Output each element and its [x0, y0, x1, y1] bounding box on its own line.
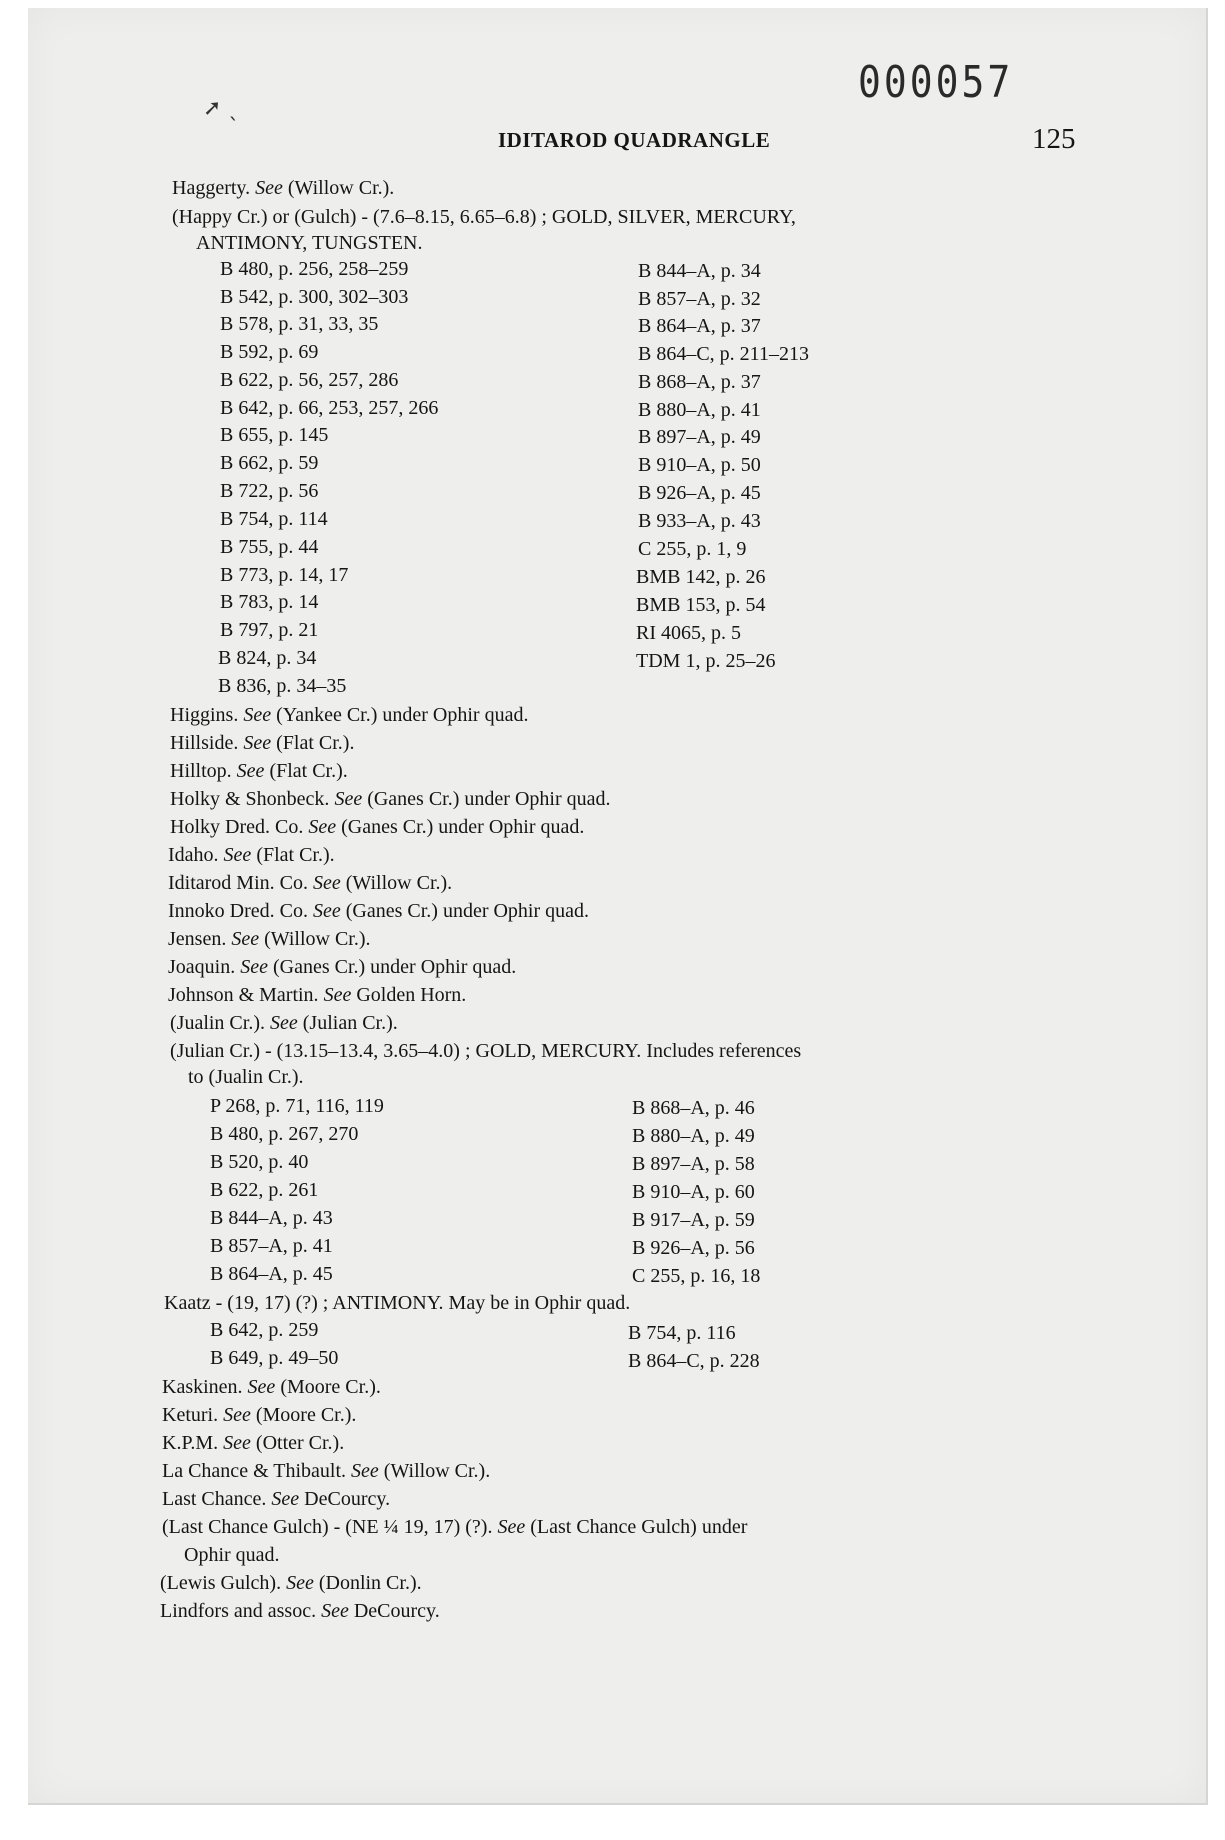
entry-line: Hillside. See (Flat Cr.).	[170, 732, 355, 754]
reference-right: B 917–A, p. 59	[632, 1209, 755, 1231]
reference-right: BMB 142, p. 26	[636, 566, 766, 588]
reference-left: B 662, p. 59	[220, 452, 319, 474]
reference-right: B 910–A, p. 60	[632, 1181, 755, 1203]
entry-line: Kaskinen. See (Moore Cr.).	[162, 1376, 381, 1398]
reference-right: TDM 1, p. 25–26	[636, 650, 776, 672]
reference-left: P 268, p. 71, 116, 119	[210, 1095, 384, 1117]
reference-left: B 797, p. 21	[220, 619, 319, 641]
entry-line: Iditarod Min. Co. See (Willow Cr.).	[168, 872, 453, 894]
entry-line: K.P.M. See (Otter Cr.).	[162, 1432, 345, 1454]
reference-right: B 897–A, p. 58	[632, 1153, 755, 1175]
reference-left: B 655, p. 145	[220, 424, 329, 446]
reference-right: B 880–A, p. 49	[632, 1125, 755, 1147]
reference-left: B 542, p. 300, 302–303	[220, 286, 409, 308]
entry-line: Kaatz - (19, 17) (?) ; ANTIMONY. May be in Ophir quad.	[164, 1292, 631, 1314]
reference-left: B 592, p. 69	[220, 341, 319, 363]
entry-line: ANTIMONY, TUNGSTEN.	[196, 232, 423, 254]
entry-line: Innoko Dred. Co. See (Ganes Cr.) under Ophir quad.	[168, 900, 590, 922]
reference-right: B 864–C, p. 211–213	[638, 343, 809, 365]
entry-line: Holky Dred. Co. See (Ganes Cr.) under Ophir quad.	[170, 816, 585, 838]
entry-line: Joaquin. See (Ganes Cr.) under Ophir quad.	[168, 956, 517, 978]
entry-line: Lindfors and assoc. See DeCourcy.	[160, 1600, 440, 1622]
reference-left: B 836, p. 34–35	[218, 675, 347, 697]
entry-line: Jensen. See (Willow Cr.).	[168, 928, 371, 950]
page-title: IDITAROD QUADRANGLE	[498, 128, 771, 152]
reference-right: C 255, p. 1, 9	[638, 538, 747, 560]
reference-left: B 864–A, p. 45	[210, 1263, 333, 1285]
reference-right: B 754, p. 116	[628, 1322, 736, 1344]
reference-right: B 868–A, p. 46	[632, 1097, 755, 1119]
reference-right: B 897–A, p. 49	[638, 426, 761, 448]
entry-line: Hilltop. See (Flat Cr.).	[170, 760, 348, 782]
entry-line: Last Chance. See DeCourcy.	[162, 1488, 391, 1510]
entry-line: to (Jualin Cr.).	[188, 1066, 304, 1088]
reference-left: B 578, p. 31, 33, 35	[220, 313, 379, 335]
reference-right: B 864–A, p. 37	[638, 315, 761, 337]
reference-left: B 857–A, p. 41	[210, 1235, 333, 1257]
reference-right: B 926–A, p. 56	[632, 1237, 755, 1259]
entry-line: (Last Chance Gulch) - (NE ¼ 19, 17) (?). See (Last Chance Gulch) under	[162, 1516, 748, 1538]
reference-left: B 783, p. 14	[220, 591, 319, 613]
reference-left: B 773, p. 14, 17	[220, 564, 349, 586]
entry-line: Keturi. See (Moore Cr.).	[162, 1404, 357, 1426]
entry-line: (Jualin Cr.). See (Julian Cr.).	[170, 1012, 398, 1034]
reference-right: B 868–A, p. 37	[638, 371, 761, 393]
reference-right: B 933–A, p. 43	[638, 510, 761, 532]
reference-right: B 926–A, p. 45	[638, 482, 761, 504]
reference-right: B 910–A, p. 50	[638, 454, 761, 476]
reference-right: RI 4065, p. 5	[636, 622, 741, 644]
entry-line: Haggerty. See (Willow Cr.).	[172, 177, 395, 199]
reference-left: B 824, p. 34	[218, 647, 317, 669]
entry-line: Holky & Shonbeck. See (Ganes Cr.) under Ophir quad.	[170, 788, 611, 810]
entry-line: Idaho. See (Flat Cr.).	[168, 844, 335, 866]
reference-left: B 754, p. 114	[220, 508, 328, 530]
entry-line: (Lewis Gulch). See (Donlin Cr.).	[160, 1572, 422, 1594]
entry-line: (Happy Cr.) or (Gulch) - (7.6–8.15, 6.65–6.8) ; GOLD, SILVER, MERCURY,	[172, 206, 796, 228]
reference-right: B 844–A, p. 34	[638, 260, 761, 282]
reference-right: C 255, p. 16, 18	[632, 1265, 761, 1287]
reference-left: B 520, p. 40	[210, 1151, 309, 1173]
reference-left: B 722, p. 56	[220, 480, 319, 502]
reference-left: B 844–A, p. 43	[210, 1207, 333, 1229]
entry-line: Ophir quad.	[184, 1544, 280, 1566]
reference-left: B 642, p. 259	[210, 1319, 319, 1341]
reference-right: B 864–C, p. 228	[628, 1350, 760, 1372]
entry-line: (Julian Cr.) - (13.15–13.4, 3.65–4.0) ; GOLD, MERCURY. Includes references	[170, 1040, 802, 1062]
page-serial-number: 000057	[858, 56, 1014, 108]
scan-mark: ➚ ˎ	[203, 96, 240, 121]
reference-right: BMB 153, p. 54	[636, 594, 766, 616]
reference-left: B 649, p. 49–50	[210, 1347, 339, 1369]
page-number: 125	[1032, 123, 1076, 155]
reference-left: B 480, p. 267, 270	[210, 1123, 359, 1145]
reference-left: B 622, p. 261	[210, 1179, 319, 1201]
reference-right: B 857–A, p. 32	[638, 288, 761, 310]
reference-left: B 480, p. 256, 258–259	[220, 258, 409, 280]
reference-left: B 622, p. 56, 257, 286	[220, 369, 399, 391]
reference-left: B 755, p. 44	[220, 536, 319, 558]
entry-line: Johnson & Martin. See Golden Horn.	[168, 984, 467, 1006]
entry-line: Higgins. See (Yankee Cr.) under Ophir quad.	[170, 704, 529, 726]
reference-right: B 880–A, p. 41	[638, 399, 761, 421]
entry-line: La Chance & Thibault. See (Willow Cr.).	[162, 1460, 491, 1482]
reference-left: B 642, p. 66, 253, 257, 266	[220, 397, 439, 419]
